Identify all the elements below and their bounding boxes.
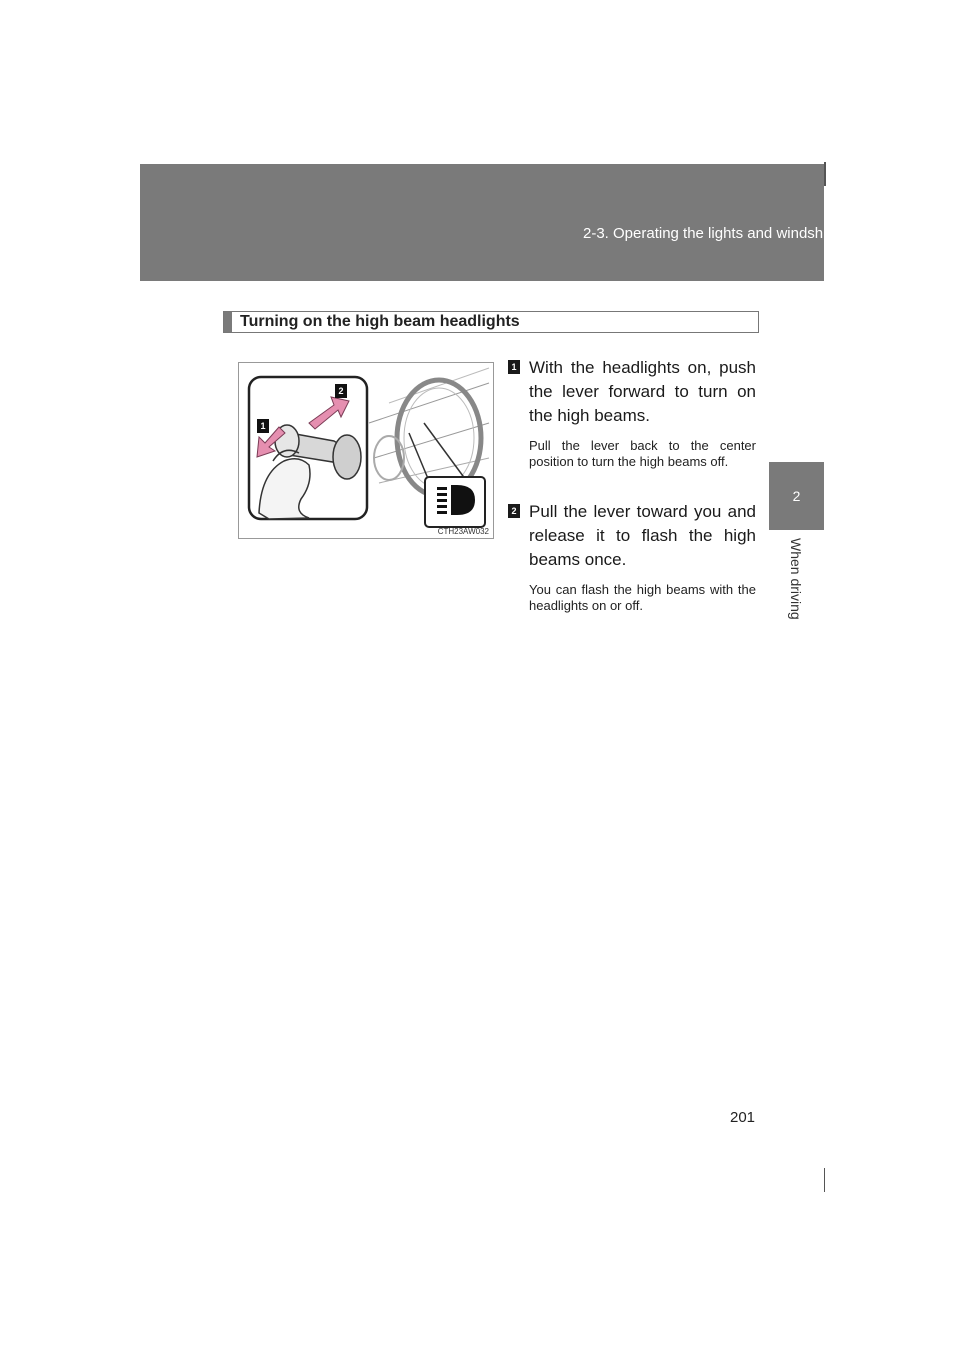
page-number: 201 <box>730 1109 756 1126</box>
figure-code: CTH23AW032 <box>437 527 489 536</box>
chapter-side-label <box>770 538 824 638</box>
step-1-instruction: With the headlights on, push the lever forward to turn on the high beams. <box>529 358 756 425</box>
step-1 <box>508 356 756 470</box>
lever-illustration-svg <box>239 363 495 540</box>
section-heading <box>223 311 759 333</box>
step-2-note: You can flash the high beams with the headlights on or off. <box>529 582 756 613</box>
high-beam-illustration <box>238 362 494 539</box>
step-number-1: 1 <box>508 360 520 374</box>
step-2 <box>508 500 756 614</box>
step-number-2: 2 <box>508 504 520 518</box>
crop-mark-bottom <box>824 1168 825 1192</box>
chapter-name: When driving <box>788 538 804 620</box>
header-section-title: 2-3. Operating the lights and windshield wipers <box>582 225 894 242</box>
step-1-note: Pull the lever back to the center position to turn the high beams off. <box>529 438 756 469</box>
step-2-instruction: Pull the lever toward you and release it to flash the high beams once. <box>529 502 756 569</box>
section-heading-title: Turning on the high beam headlights <box>240 313 520 330</box>
figure-callout-1: 1 <box>257 419 269 433</box>
chapter-tab: 2 <box>769 462 824 530</box>
figure-callout-2: 2 <box>335 384 347 398</box>
heading-bar <box>224 312 232 332</box>
header-band <box>140 164 824 281</box>
crop-mark-top <box>824 162 826 186</box>
